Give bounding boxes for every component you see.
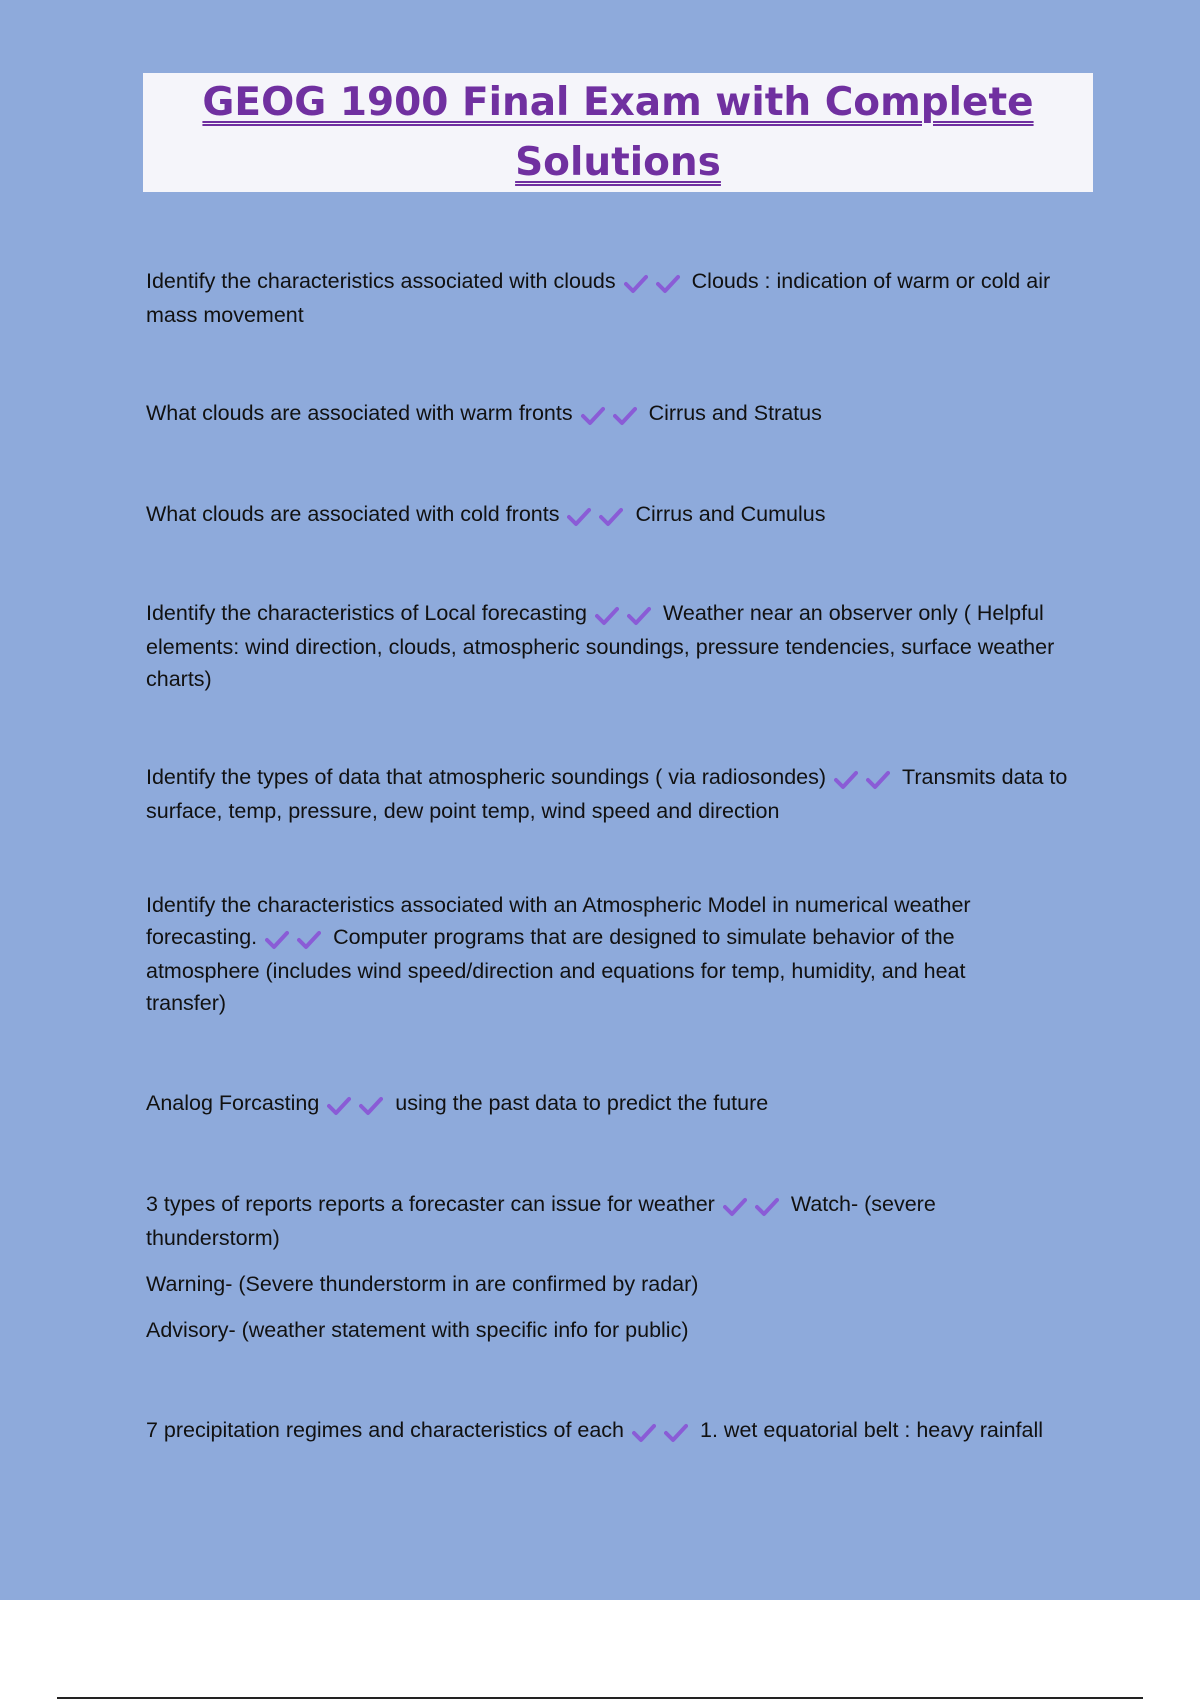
question-text: Identify the characteristics associated with clouds: [146, 269, 616, 293]
check-mark-icon: [595, 606, 619, 626]
qa-item-5: [146, 761, 1091, 827]
double-check: [265, 923, 329, 955]
answer-text: Cirrus and Stratus: [648, 401, 822, 425]
check-mark-icon: [359, 1096, 383, 1116]
page-title: GEOG 1900 Final Exam with Complete Solutions: [202, 79, 1034, 185]
double-check: [624, 267, 688, 299]
double-check: [581, 399, 645, 431]
check-mark-icon: [624, 274, 648, 294]
qa-item-7: [146, 1087, 1091, 1121]
answer-text: using the past data to predict the future: [395, 1091, 769, 1115]
double-check: [567, 500, 631, 532]
question-text: Analog Forcasting: [146, 1091, 320, 1115]
answer-text: Watch- (severe thunderstorm): [146, 1192, 936, 1250]
answer-text: Computer programs that are designed to simulate behavior of the atmosphere (includes wind speed/direction and equations for temp, humidity, and heat transfer): [146, 925, 966, 1015]
footer-divider: [57, 1697, 1143, 1699]
question-text: Identify the characteristics of Local forecasting: [146, 601, 587, 625]
question-text: What clouds are associated with warm fronts: [146, 401, 573, 425]
check-mark-icon: [297, 930, 321, 950]
check-mark-icon: [599, 507, 623, 527]
check-mark-icon: [723, 1197, 747, 1217]
answer-extra-line: Advisory- (weather statement with specific info for public): [146, 1318, 689, 1342]
check-mark-icon: [834, 770, 858, 790]
qa-item-4: [146, 597, 1091, 695]
question-text: 7 precipitation regimes and characteristics of each: [146, 1418, 625, 1442]
double-check: [327, 1089, 391, 1121]
double-check: [595, 599, 659, 631]
title-box: [143, 73, 1093, 192]
check-mark-icon: [581, 406, 605, 426]
check-mark-icon: [656, 274, 680, 294]
check-mark-icon: [627, 606, 651, 626]
check-mark-icon: [632, 1423, 656, 1443]
qa-item-1: [146, 265, 1081, 331]
check-mark-icon: [327, 1096, 351, 1116]
qa-item-6: [146, 889, 1026, 1019]
double-check: [632, 1416, 696, 1448]
answer-text: 1. wet equatorial belt : heavy rainfall: [700, 1418, 1044, 1442]
check-mark-icon: [613, 406, 637, 426]
qa-item-2: [146, 397, 1091, 431]
question-text: 3 types of reports reports a forecaster can issue for weather: [146, 1192, 715, 1216]
question-text: What clouds are associated with cold fronts: [146, 502, 560, 526]
answer-text: Cirrus and Cumulus: [635, 502, 826, 526]
check-mark-icon: [567, 507, 591, 527]
check-mark-icon: [866, 770, 890, 790]
answer-text: Clouds : indication of warm or cold air mass movement: [146, 269, 1051, 327]
answer-extra-line: Warning- (Severe thunderstorm in are confirmed by radar): [146, 1272, 699, 1296]
question-text: Identify the characteristics associated with an Atmospheric Model in numerical weather forecasting.: [146, 893, 971, 949]
answer-text: Transmits data to surface, temp, pressure, dew point temp, wind speed and direction: [146, 765, 1068, 823]
qa-item-3: [146, 498, 1091, 532]
check-mark-icon: [755, 1197, 779, 1217]
double-check: [723, 1190, 787, 1222]
qa-item-8: [146, 1188, 976, 1346]
check-mark-icon: [664, 1423, 688, 1443]
question-text: Identify the types of data that atmospheric soundings ( via radiosondes): [146, 765, 827, 789]
answer-text: Weather near an observer only ( Helpful elements: wind direction, clouds, atmospheric soundings, pressure tendencies, surface weather charts): [146, 601, 1055, 691]
check-mark-icon: [265, 930, 289, 950]
qa-item-9: [146, 1414, 1091, 1448]
double-check: [834, 763, 898, 795]
